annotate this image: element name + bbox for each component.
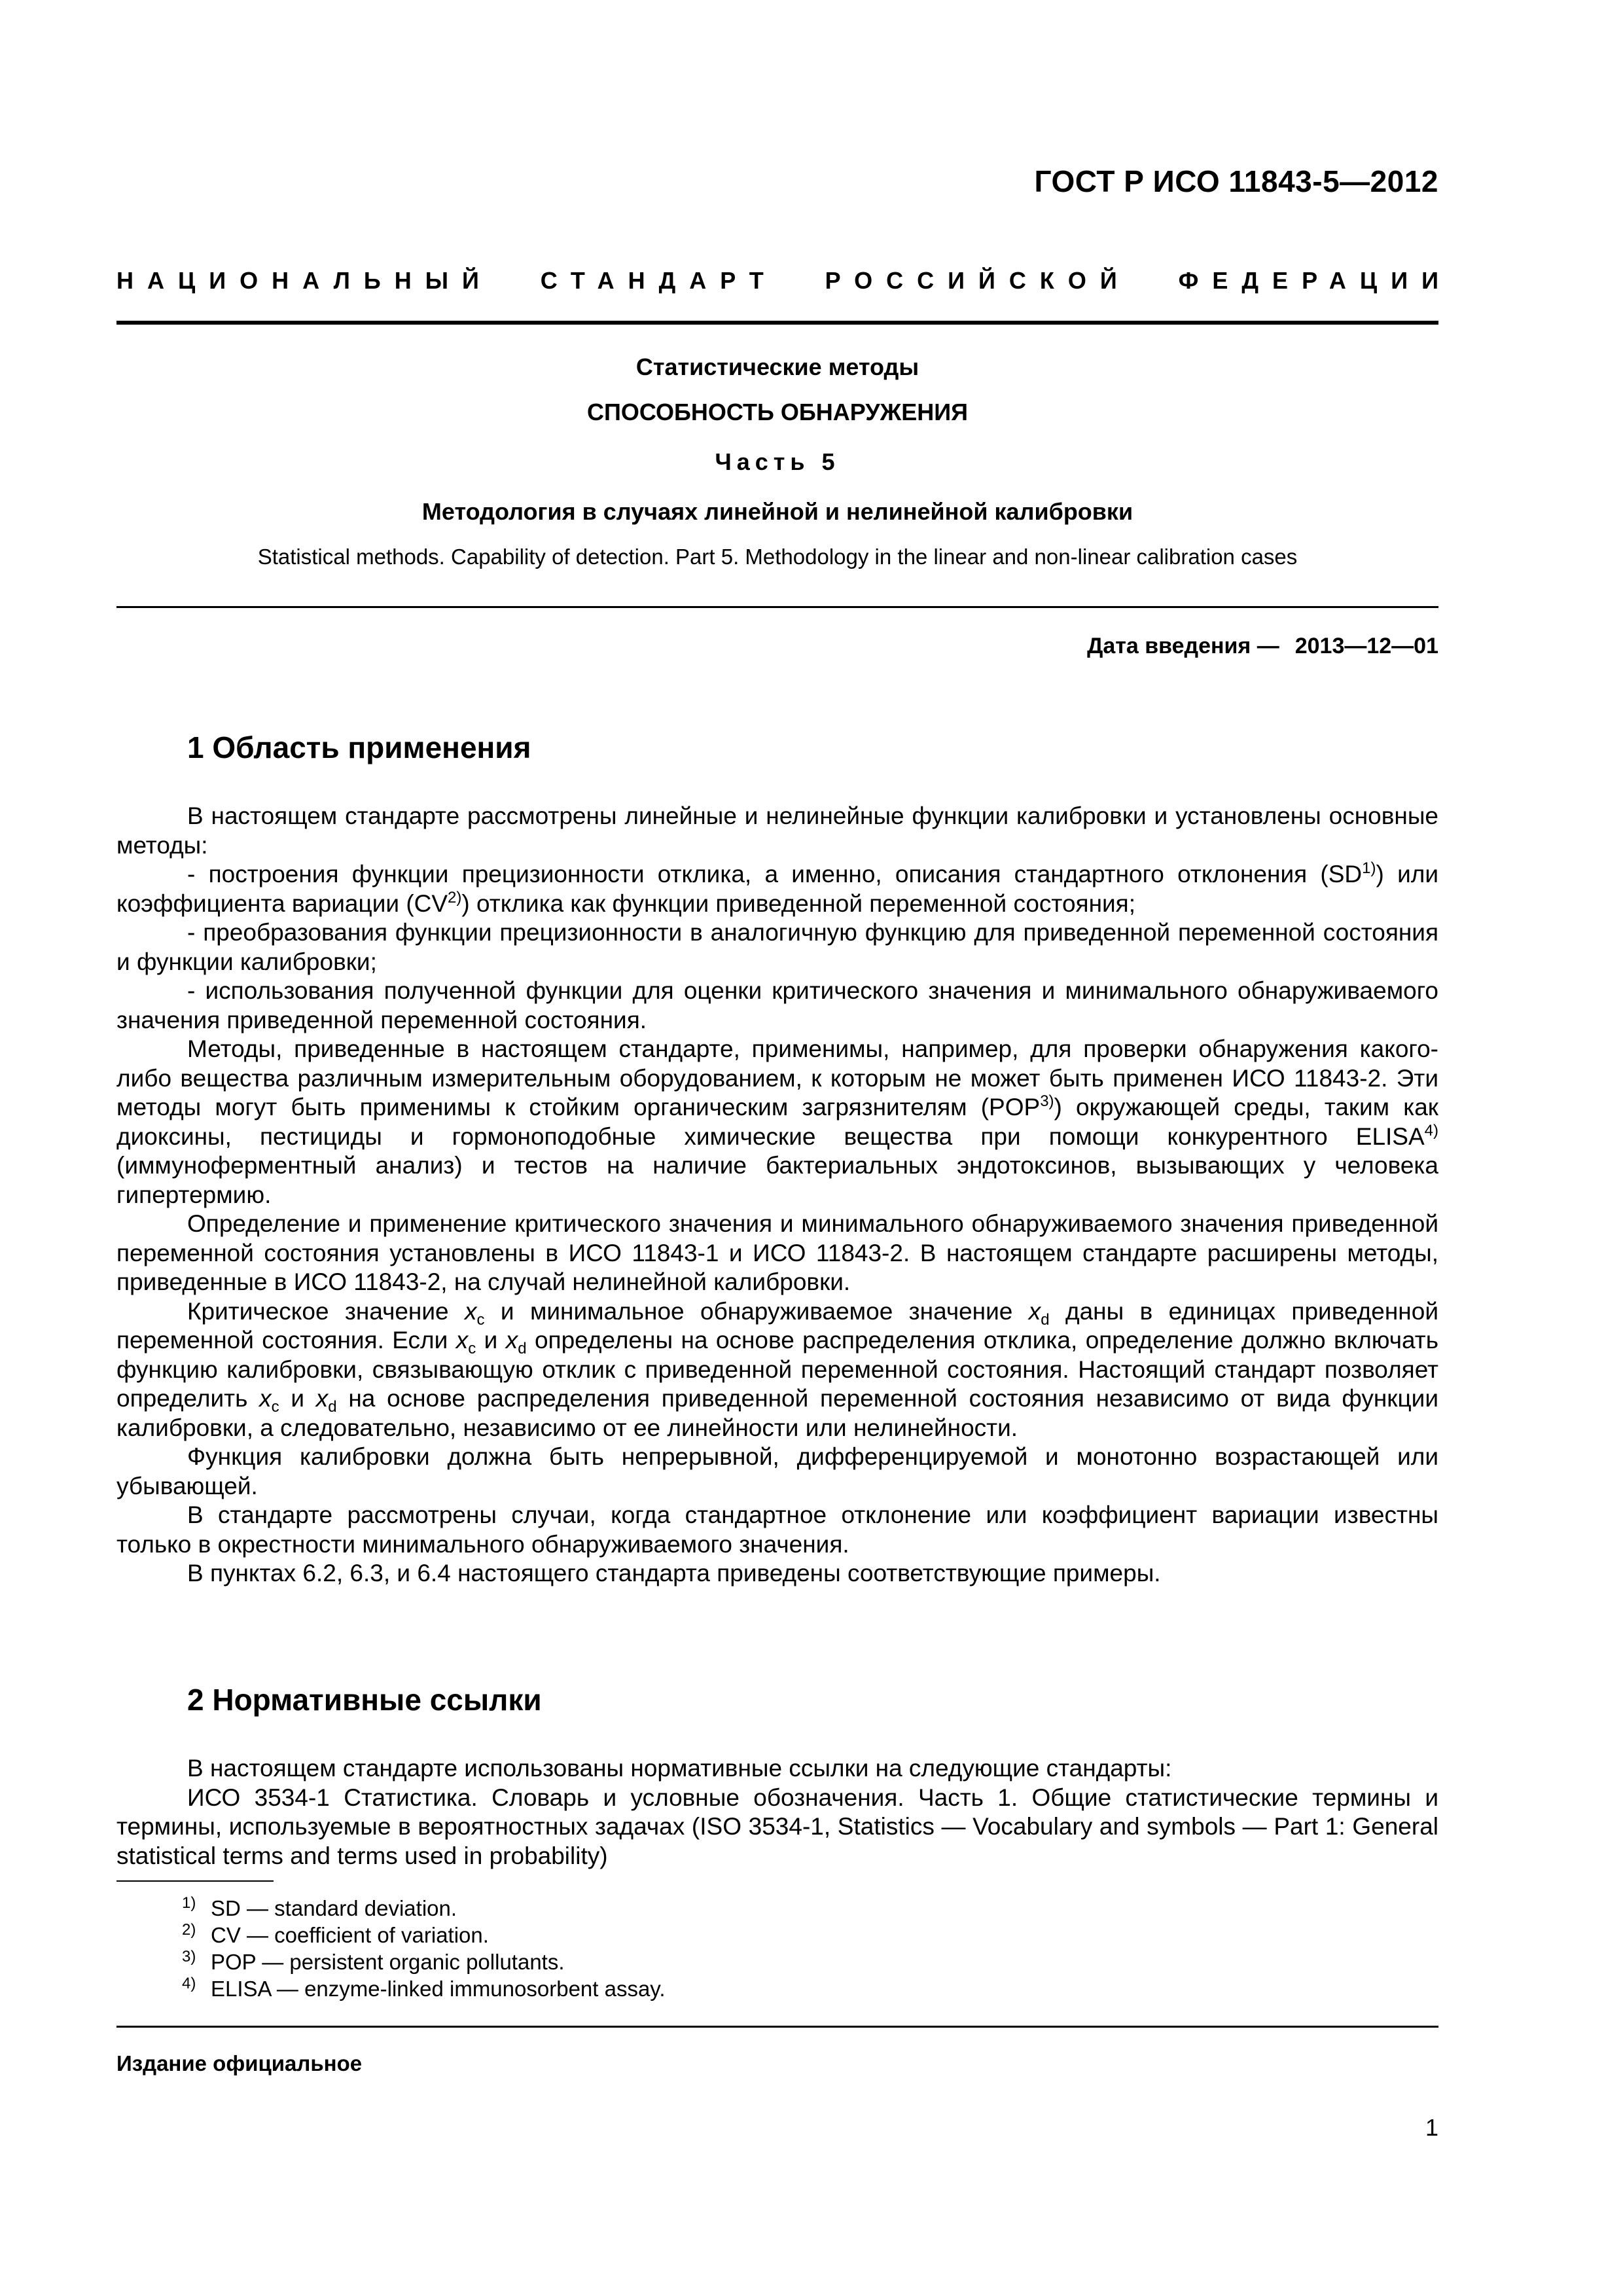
document-number: ГОСТ Р ИСО 11843-5—2012 [1034,164,1438,198]
footer-divider [116,2026,1438,2028]
paragraph: Критическое значение $x_c$ и минимальное обнаруживаемое значение $x_d$ даны в единицах приведенной переменной состояния. Если $x_c$ и $x_d$ определены на основе распределения отклика, определение должно включать функцию калибровки, связывающую отклик с приведенной переменной состояния. Настоящий стандарт позволяет определить $x_c$ и $x_d$ на основе распределения приведенной переменной состояния независимо от вида функции калибровки, а следовательно, независимо от ее линейности или нелинейности. [116,1297,1438,1441]
page-number: 1 [1425,2114,1438,2141]
banner-word: НАЦИОНАЛЬНЫЙ [116,267,493,294]
section-2-body [116,1754,1438,1871]
title-divider [116,606,1438,608]
footnote: 4) ELISA — enzyme-linked immunosorbent assay. [182,1975,666,2001]
paragraph: В настоящем стандарте использованы нормативные ссылки на следующие стандарты: [187,1755,1172,1782]
title-part: Часть 5 [715,448,840,475]
introduction-date [1087,634,1438,659]
section-1-body [116,802,1438,1588]
footnotes [182,1895,666,2002]
title-line-1: Статистические методы [635,353,919,380]
paragraph: Методы, приведенные в настоящем стандарте, применимы, например, для проверки обнаружения какого-либо вещества различным измерительным оборудованием, к которым не может быть применен ИСО 11843-2. Эти методы могут быть применимы к стойким органическим загрязнителям (POP$^{3)}$) окружающей среды, таким как диоксины, пестициды и гормоноподобные химические вещества при помощи конкурентного ELISA$^{4)}$ (иммуноферментный анализ) и тестов на наличие бактериальных эндотоксинов, вызывающих у человека гипертермию. [116,1035,1438,1208]
footnote: 2) CV — coefficient of variation. [182,1921,489,1947]
banner-word: РОССИЙСКОЙ [825,267,1131,294]
footnote-divider [116,1880,274,1882]
section-1-heading: 1 Область применения [187,730,531,764]
footnote: 3) POP — persistent organic pollutants. [182,1948,565,1974]
paragraph: В настоящем стандарте рассмотрены линейные и нелинейные функции калибровки и установлены основные методы: [116,802,1438,859]
official-edition-label: Издание официальное [116,2051,363,2075]
title-block [116,347,1438,577]
paragraph: В пунктах 6.2, 6.3, и 6.4 настоящего стандарта приведены соответствующие примеры. [187,1560,1161,1587]
date-label: Дата введения — [1087,634,1279,658]
title-line-4: Методология в случаях линейной и нелинейной калибровки [421,498,1133,525]
paragraph: Функция калибровки должна быть непрерывной, дифференцируемой и монотонно возрастающей или убывающей. [116,1443,1438,1499]
banner-word: ФЕДЕРАЦИИ [1178,267,1452,294]
paragraph: В стандарте рассмотрены случаи, когда стандартное отклонение или коэффициент вариации известны только в окрестности минимального обнаруживаемого значения. [116,1501,1438,1558]
section-2-heading: 2 Нормативные ссылки [187,1683,542,1717]
english-title: Statistical methods. Capability of detection. Part 5. Methodology in the linear and non-linear calibration cases [257,545,1298,569]
list-item: - использования полученной функции для оценки критического значения и минимального обнаруживаемого значения приведенной переменной состояния. [116,977,1438,1033]
thick-divider [116,321,1438,325]
date-value: 2013—12—01 [1294,634,1438,658]
title-line-2: СПОСОБНОСТЬ ОБНАРУЖЕНИЯ [587,399,968,425]
list-item: - построения функции прецизионности отклика, а именно, описания стандартного отклонения (SD$^{1)}$) или коэффициента вариации (CV$^{2)}$) отклика как функции приведенной переменной состояния; [116,859,1439,917]
paragraph: ИСО 3534-1 Статистика. Словарь и условные обозначения. Часть 1. Общие статистические термины и термины, используемые в вероятностных задачах (ISO 3534-1, Statistics — Vocabulary and symbols — Part 1: General statistical terms and terms used in probability) [116,1784,1438,1869]
footnote: 1) SD — standard deviation. [182,1894,457,1920]
list-item: - преобразования функции прецизионности в аналогичную функцию для приведенной переменной состояния и функции калибровки; [116,919,1438,975]
national-standard-banner [116,267,1452,295]
document-page [116,0,1452,2296]
banner-word: СТАНДАРТ [540,267,777,294]
paragraph: Определение и применение критического значения и минимального обнаруживаемого значения приведенной переменной состояния установлены в ИСО 11843-1 и ИСО 11843-2. В настоящем стандарте расширены методы, приведенные в ИСО 11843-2, на случай нелинейной калибровки. [116,1210,1438,1295]
